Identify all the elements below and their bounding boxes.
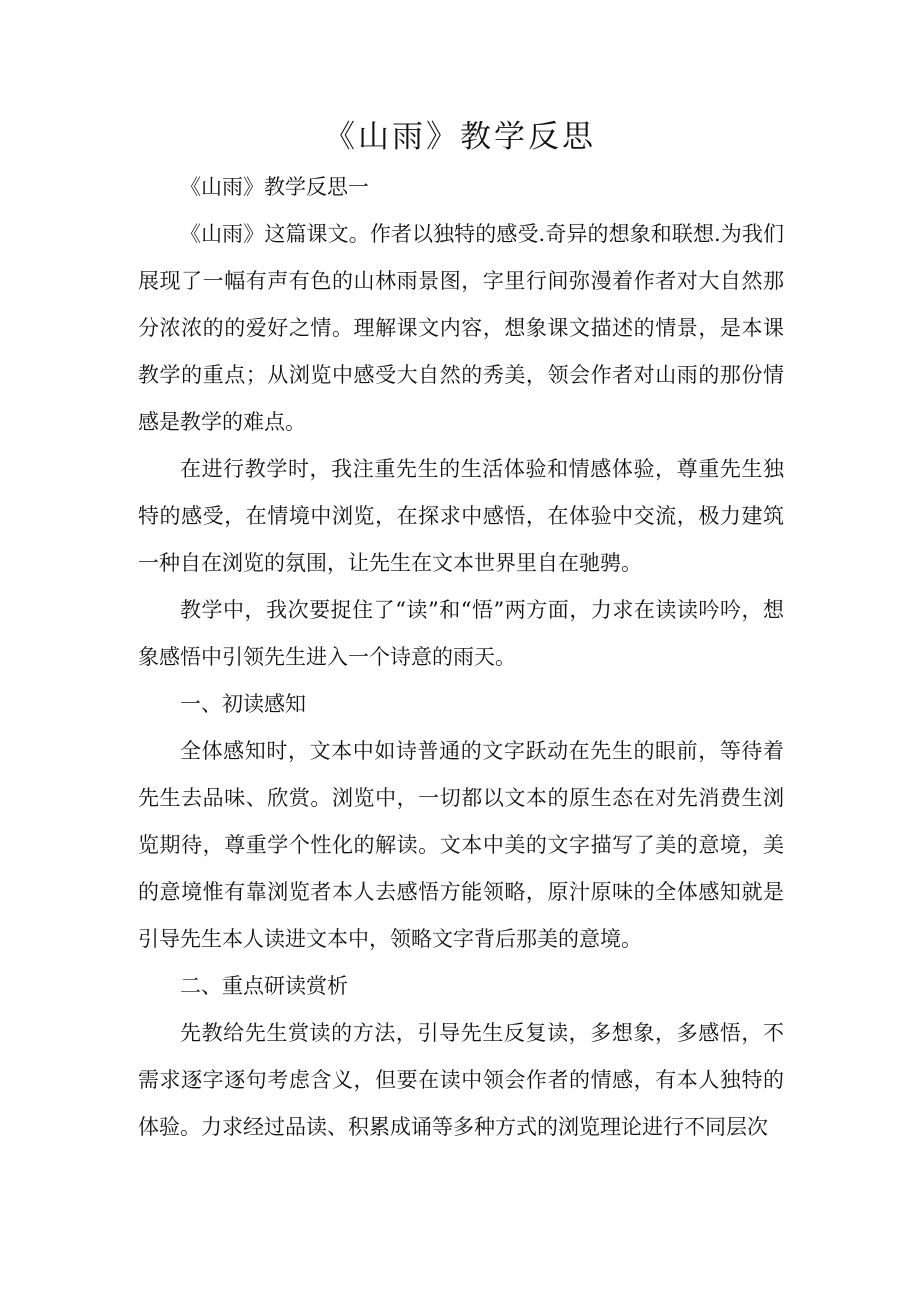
- section-heading: 一、初读感知: [180, 692, 306, 716]
- document-body: [138, 164, 784, 1151]
- page-title: 《山雨》教学反思: [324, 119, 596, 155]
- paragraph: 先教给先生赏读的方法，引导先生反复读，多想象，多感悟，不需求逐字逐句考虑含义，但要在读中领会作者的情感，有本人独特的体验。力求经过品读、积累成诵等多种方式的浏览理论进行不同层次: [138, 1021, 784, 1139]
- paragraph: 教学中，我次要捉住了“读”和“悟”两方面，力求在读读吟吟，想象感悟中引领先生进入一个诗意的雨天。: [138, 598, 784, 669]
- paragraph: 《山雨》这篇课文。作者以独特的感受.奇异的想象和联想.为我们展现了一幅有声有色的山林雨景图，字里行间弥漫着作者对大自然那分浓浓的的爱好之情。理解课文内容，想象课文描述的情景，是本课教学的重点；从浏览中感受大自然的秀美，领会作者对山雨的那份情感是教学的难点。: [138, 222, 784, 434]
- section-heading: 二、重点研读赏析: [180, 974, 348, 998]
- paragraph: 全体感知时，文本中如诗普通的文字跃动在先生的眼前，等待着先生去品味、欣赏。浏览中，一切都以文本的原生态在对先消费生浏览期待，尊重学个性化的解读。文本中美的文字描写了美的意境，美的意境惟有靠浏览者本人去感悟方能领略，原汁原味的全体感知就是引导先生本人读进文本中，领略文字背后那美的意境。: [138, 739, 784, 951]
- paragraph: 在进行教学时，我注重先生的生活体验和情感体验，尊重先生独特的感受，在情境中浏览，在探求中感悟，在体验中交流，极力建筑一种自在浏览的氛围，让先生在文本世界里自在驰骋。: [138, 457, 784, 575]
- section-subtitle: 《山雨》教学反思一: [180, 175, 369, 199]
